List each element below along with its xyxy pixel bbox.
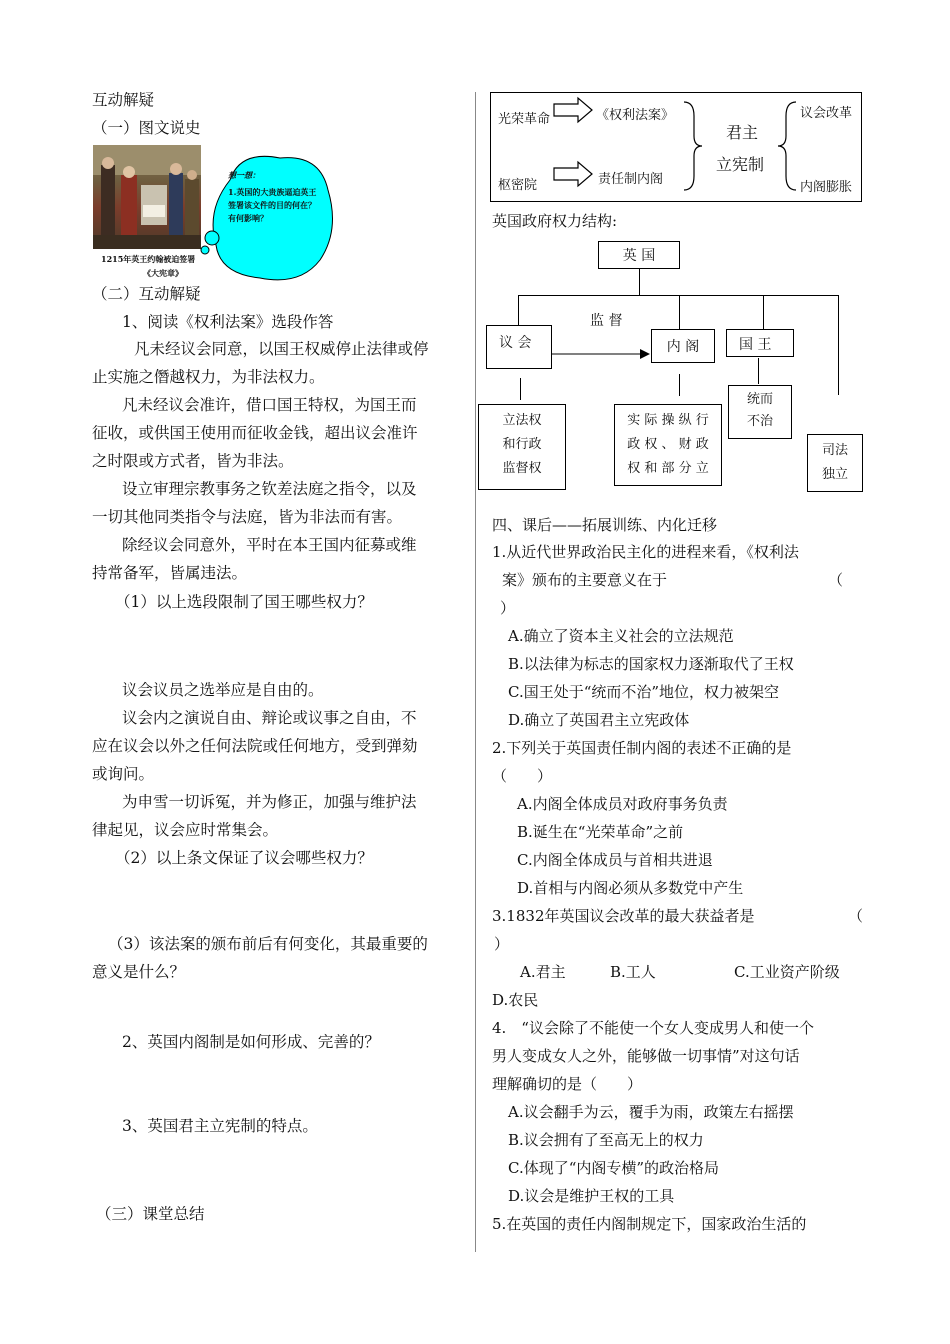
- connector-line: [763, 295, 764, 329]
- q4-line2: 男人变成女人之外，能够做一切事情”对这句话: [492, 1047, 800, 1065]
- connector-line: [518, 295, 519, 325]
- q3-option-d: D.农民: [492, 991, 539, 1009]
- q1-option-c: C.国王处于“统而不治”地位，权力被架空: [508, 683, 780, 701]
- legislative-power-box: [478, 404, 566, 490]
- bill-paragraph-7b: 律起见，议会应时常集会。: [92, 821, 279, 839]
- section-1-title: （一）图文说史: [92, 119, 201, 137]
- cabinet-box: 内 阁: [651, 329, 715, 363]
- judicial-independence-box: [807, 434, 863, 492]
- judicial-line1: 司法: [821, 443, 848, 458]
- bill-paragraph-3b: 一切其他同类指令与法庭，皆为非法而有害。: [92, 508, 403, 526]
- constitutional-monarchy-line2: 立宪制: [716, 155, 765, 174]
- cabinet-power-line1: 实 际 操 纵 行: [627, 413, 709, 428]
- cabinet-power-line2: 政 权 、 财 政: [627, 437, 709, 452]
- section-heading: 互动解疑: [92, 91, 155, 109]
- q3-paren: （: [848, 907, 864, 925]
- bill-paragraph-6b: 应在议会以外之任何法院或任何地方，受到弹劾: [92, 737, 418, 755]
- q4-line3: 理解确切的是（ ）: [492, 1075, 643, 1093]
- question-1: （1）以上选段限制了国王哪些权力？: [115, 593, 373, 611]
- bill-paragraph-2c: 之时限或方式者，皆为非法。: [92, 452, 294, 470]
- bubble-text: 1.英国的大贵族逼迫英王签署该文件的目的何在？有何影响？: [228, 187, 317, 223]
- q2-option-d: D.首相与内阁必须从多数党中产生: [517, 879, 744, 897]
- q5-line1: 5.在英国的责任内阁制规定下，国家政治生活的: [492, 1215, 807, 1233]
- column-divider: [475, 92, 476, 1252]
- q2-option-a: A.内阁全体成员对政府事务负责: [517, 795, 728, 813]
- q1-paren-close: ）: [500, 599, 516, 617]
- bill-paragraph-3a: 设立审理宗教事务之钦差法庭之指令，以及: [122, 480, 417, 498]
- bill-paragraph-1a: 凡未经议会同意，以国王权威停止法律或停: [134, 340, 429, 358]
- connector-line: [679, 295, 680, 329]
- q1-line2: 案》颁布的主要意义在于: [502, 571, 668, 589]
- glorious-revolution-label: 光荣革命: [498, 112, 551, 127]
- supervise-label: 监 督: [590, 313, 623, 329]
- q1-option-b: B.以法律为标志的国家权力逐渐取代了王权: [508, 655, 794, 673]
- bill-paragraph-7a: 为申雪一切诉冤，并为修正，加强与维护法: [122, 793, 417, 811]
- legislative-line1: 立法权: [502, 413, 542, 428]
- question-3a: （3）该法案的颁布前后有何变化，其最重要的: [108, 935, 428, 953]
- q1-paren: （: [828, 571, 844, 589]
- bill-of-rights-label: 《权利法案》: [596, 108, 675, 123]
- q2-line1: 2.下列关于英国责任制内阁的表述不正确的是: [492, 739, 792, 757]
- q4-option-c: C.体现了“内阁专横”的政治格局: [508, 1159, 720, 1177]
- q4-option-d: D.议会是维护王权的工具: [508, 1187, 675, 1205]
- connector-line: [520, 378, 521, 400]
- connector-line: [518, 295, 838, 296]
- q1-option-a: A.确立了资本主义社会的立法规范: [508, 627, 734, 645]
- king-box: [726, 329, 794, 357]
- q4-line1: 4. “议会除了不能使一个女人变成男人和使一个: [492, 1019, 814, 1037]
- image-caption: 1215年英王约翰被迫签署: [101, 254, 196, 264]
- uk-box: 英 国: [598, 241, 680, 269]
- king-label: 国 王: [739, 337, 772, 353]
- privy-council-label: 枢密院: [498, 178, 538, 193]
- bill-paragraph-6c: 或询问。: [92, 765, 155, 783]
- q4-option-a: A.议会翻手为云，覆手为雨，政策左右摇摆: [508, 1103, 794, 1121]
- left-brace-icon: [774, 98, 800, 194]
- arrow-right-icon: [552, 348, 652, 360]
- item-1: 1、阅读《权利法案》选段作答: [122, 313, 334, 331]
- q1-line1: 1.从近代世界政治民主化的进程来看，《权利法: [492, 543, 799, 561]
- parliament-label: 议 会: [499, 335, 532, 351]
- image-caption-2: 《大宪章》: [143, 268, 183, 278]
- q3-option-a: A.君主: [520, 963, 566, 981]
- right-brace-icon: [680, 98, 706, 194]
- arrow-right-icon: [552, 160, 594, 188]
- q2-option-c: C.内阁全体成员与首相共进退: [517, 851, 713, 869]
- item-3: 3、英国君主立宪制的特点。: [122, 1117, 318, 1135]
- q3-option-c: C.工业资产阶级: [734, 963, 840, 981]
- q1-option-d: D.确立了英国君主立宪政体: [508, 711, 690, 729]
- parliament-reform-label: 议会改革: [800, 106, 853, 121]
- bill-paragraph-5: 议会议员之选举应是自由的。: [122, 681, 324, 699]
- power-structure-title: 英国政府权力结构:: [492, 212, 618, 230]
- question-3b: 意义是什么？: [92, 963, 186, 981]
- magna-carta-painting: [93, 145, 201, 249]
- item-2: 2、英国内阁制是如何形成、完善的？: [122, 1033, 380, 1051]
- connector-line: [679, 374, 680, 396]
- reign-not-rule-box: [728, 385, 792, 439]
- responsible-cabinet-label: 责任制内阁: [598, 172, 664, 187]
- question-2: （2）以上条文保证了议会哪些权力？: [115, 849, 373, 867]
- bill-paragraph-4b: 持常备军，皆属违法。: [92, 564, 248, 582]
- constitutional-monarchy-line1: 君主: [726, 123, 759, 142]
- judicial-line2: 独立: [821, 467, 848, 482]
- arrow-right-icon: [552, 96, 594, 124]
- bill-paragraph-6a: 议会内之演说自由、辩论或议事之自由，不: [122, 709, 417, 727]
- reign-line2: 不治: [746, 414, 773, 429]
- legislative-line3: 监督权: [502, 461, 542, 476]
- reign-line1: 统而: [746, 392, 773, 407]
- cabinet-power-line3: 权 和 部 分 立: [627, 461, 709, 476]
- bill-paragraph-4a: 除经议会同意外，平时在本王国内征募或维: [122, 536, 417, 554]
- cabinet-power-box: [614, 404, 722, 486]
- section-4-title: 四、课后——拓展训练、内化迁移: [492, 516, 718, 534]
- q4-option-b: B.议会拥有了至高无上的权力: [508, 1131, 704, 1149]
- q3-option-b: B.工人: [610, 963, 656, 981]
- connector-line: [639, 269, 640, 295]
- section-2-title: （二）互动解疑: [92, 285, 201, 303]
- q2-option-b: B.诞生在“光荣革命”之前: [517, 823, 684, 841]
- section-3-title: （三）课堂总结: [96, 1205, 205, 1223]
- bill-paragraph-2b: 征收，或供国王使用而征收金钱，超出议会准许: [92, 424, 418, 442]
- bill-paragraph-1b: 止实施之僭越权力，为非法权力。: [92, 368, 325, 386]
- bubble-title: 想一想：: [228, 170, 260, 180]
- connector-line: [758, 358, 759, 384]
- cabinet-expansion-label: 内阁膨胀: [800, 180, 853, 195]
- bill-paragraph-2a: 凡未经议会准许，借口国王特权，为国王而: [122, 396, 417, 414]
- connector-line: [838, 295, 839, 395]
- legislative-line2: 和行政: [502, 437, 542, 452]
- parliament-box: [486, 325, 552, 369]
- q3-line1: 3.1832年英国议会改革的最大获益者是: [492, 907, 755, 925]
- q2-line2: （ ）: [492, 767, 553, 785]
- q3-paren-close: ）: [494, 935, 510, 953]
